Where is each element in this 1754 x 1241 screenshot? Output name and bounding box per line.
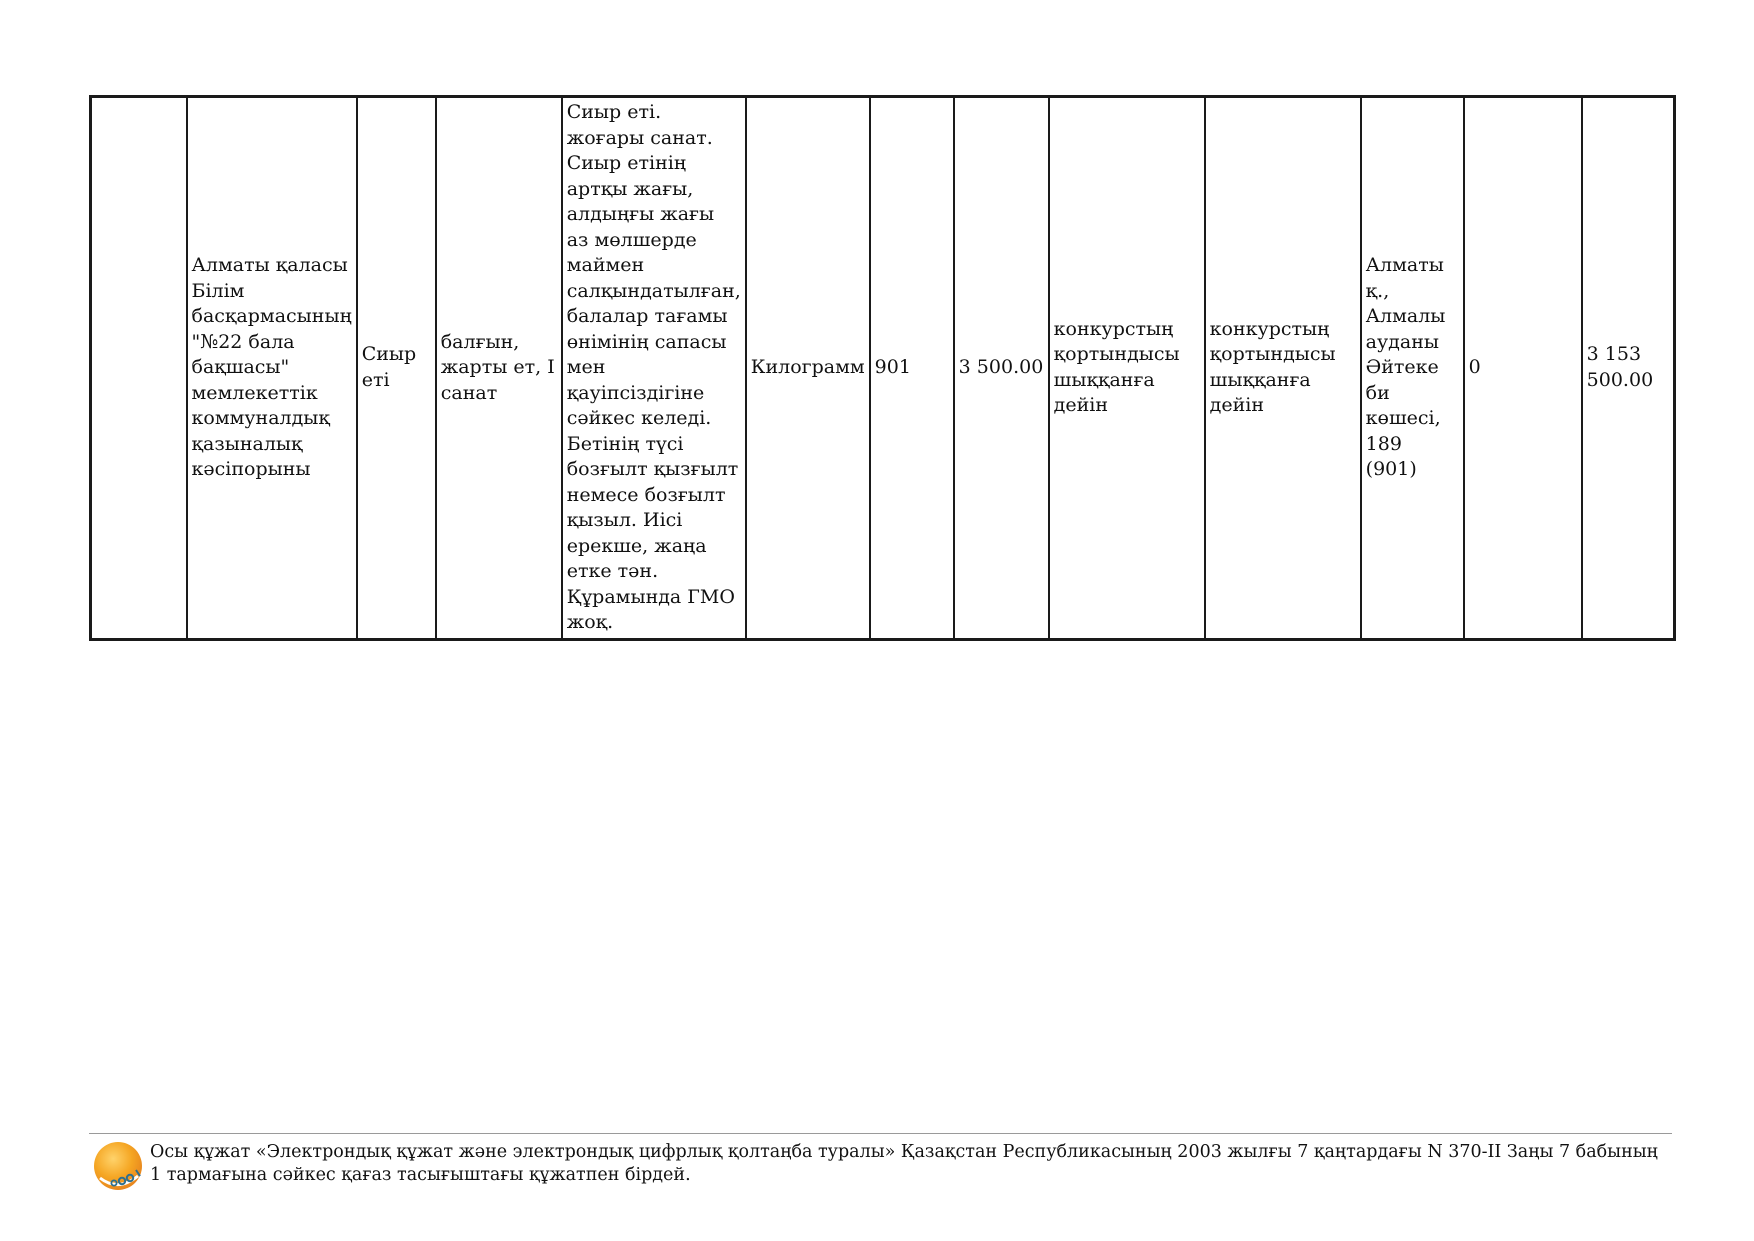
cell-customer: Алматы қаласы Білім басқармасының "№22 бала бақшасы" мемлекеттік коммуналдық қазыналық кәсіпорыны — [187, 97, 357, 640]
cell-advance: 0 — [1464, 97, 1582, 640]
cell-delivery-place: Алматы қ., Алмалы ауданы Әйтеке би көшесі, 189 (901) — [1361, 97, 1464, 640]
footer-divider — [89, 1133, 1672, 1134]
cell-total: 3 153 500.00 — [1582, 97, 1675, 640]
cell-full-description: Сиыр еті. жоғары санат. Сиыр етінің артқы жағы, алдыңғы жағы аз мөлшерде маймен салқындатылған, балалар тағамы өнімінің сапасы мен қауіпсіздігіне сәйкес келеді. Бетінің түсі бозғылт қызғылт немесе бозғылт қызыл. Иісі ерекше, жаңа етке тән. Құрамында ГМО жоқ. — [562, 97, 746, 640]
cell-term-end: конкурстың қортындысы шыққанға дейін — [1205, 97, 1361, 640]
cell-short-description: балғын, жарты ет, I санат — [436, 97, 562, 640]
egov-sun-logo-icon — [92, 1140, 144, 1192]
cell-unit: Килограмм — [746, 97, 870, 640]
cell-number — [91, 97, 187, 640]
footer — [92, 1140, 1672, 1200]
cell-product-name: Сиыр еті — [357, 97, 436, 640]
cell-quantity: 901 — [870, 97, 954, 640]
table-row — [91, 97, 1675, 640]
footer-legal-text: Осы құжат «Электрондық құжат және электрондық цифрлық қолтаңба туралы» Қазақстан Республикасының 2003 жылғы 7 қаңтардағы N 370-II Заңы 7 бабының 1 тармағына сәйкес қағаз тасығыштағы құжатпен бірдей. — [150, 1142, 1658, 1185]
cell-price: 3 500.00 — [954, 97, 1049, 640]
procurement-table — [89, 95, 1676, 641]
cell-term-start: конкурстың қортындысы шыққанға дейін — [1049, 97, 1205, 640]
